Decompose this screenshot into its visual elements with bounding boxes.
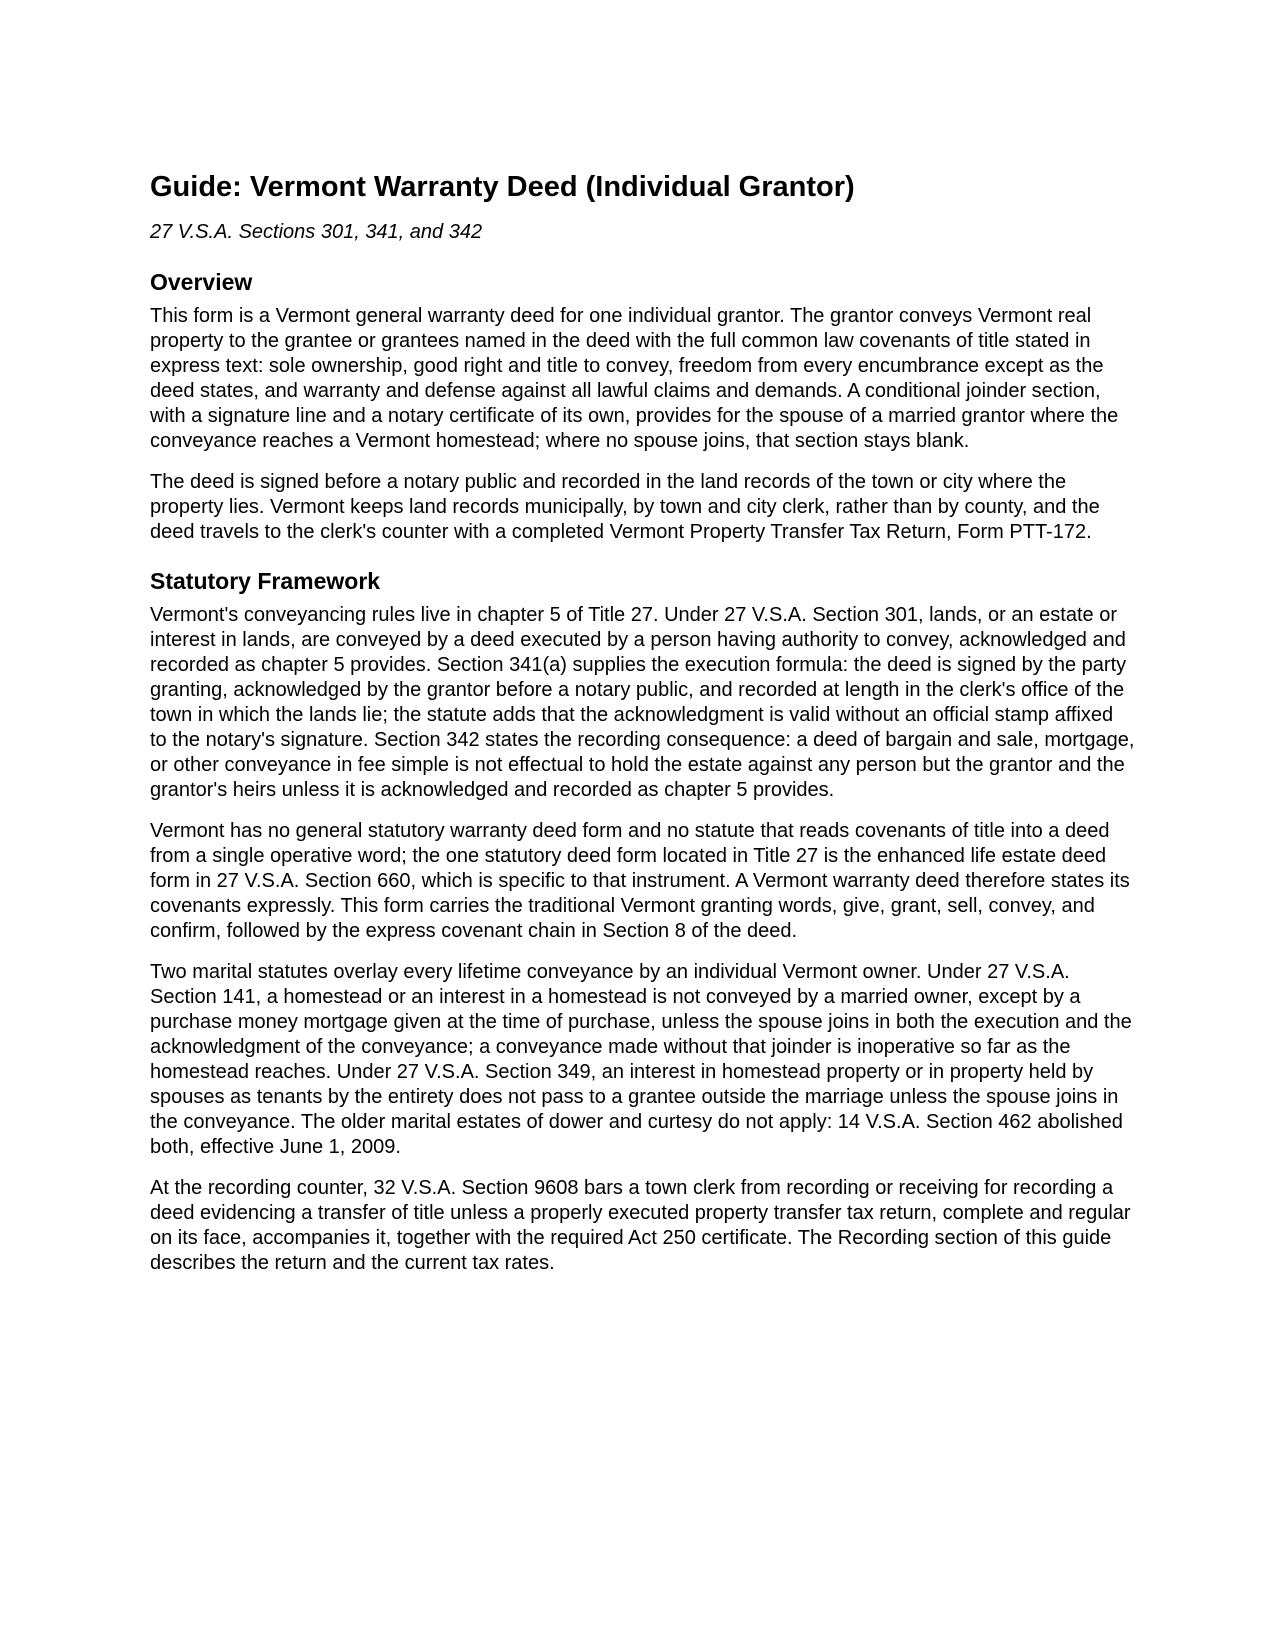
statute-citation: 27 V.S.A. Sections 301, 341, and 342 [150,221,483,243]
framework-paragraph-3: Two marital statutes overlay every lifetime conveyance by an individual Vermont owner. Under 27 V.S.A. Section 141, a homestead or an interest in a homestead is not conveyed by a married owner, except by a purchase money mortgage given at the time of purchase, unless the spouse joins in both the execution and the acknowledgment of the conveyance; a conveyance made without that joinder is inoperative so far as the homestead reaches. Under 27 V.S.A. Section 349, an interest in homestead property or in property held by spouses as tenants by the entirety does not pass to a grantee outside the marriage unless the spouse joins in the conveyance. The older marital estates of dower and curtesy do not apply: 14 V.S.A. Section 462 abolished both, effective June 1, 2009. [150,961,1132,1158]
section-heading-statutory-framework: Statutory Framework [150,568,381,594]
framework-paragraph-4: At the recording counter, 32 V.S.A. Section 9608 bars a town clerk from recording or receiving for recording a deed evidencing a transfer of title unless a properly executed property transfer tax return, complete and regular on its face, accompanies it, together with the required Act 250 certificate. The Recording section of this guide describes the return and the current tax rates. [150,1177,1131,1274]
framework-paragraph-1: Vermont's conveyancing rules live in chapter 5 of Title 27. Under 27 V.S.A. Section 301, lands, or an estate or interest in lands, are conveyed by a deed executed by a person having authority to convey, acknowledged and recorded as chapter 5 provides. Section 341(a) supplies the execution formula: the deed is signed by the party granting, acknowledged by the grantor before a notary public, and recorded at length in the clerk's office of the town in which the lands lie; the statute adds that the acknowledgment is valid without an official stamp affixed to the notary's signature. Section 342 states the recording consequence: a deed of bargain and sale, mortgage, or other conveyance in fee simple is not effectual to hold the estate against any person but the grantor and the grantor's heirs unless it is acknowledged and recorded as chapter 5 provides. [150,604,1135,801]
overview-paragraph-1: This form is a Vermont general warranty deed for one individual grantor. The grantor conveys Vermont real property to the grantee or grantees named in the deed with the full common law covenants of title stated in express text: sole ownership, good right and title to convey, freedom from every encumbrance except as the deed states, and warranty and defense against all lawful claims and demands. A conditional joinder section, with a signature line and a notary certificate of its own, provides for the spouse of a married grantor where the conveyance reaches a Vermont homestead; where no spouse joins, that section stays blank. [150,305,1119,452]
section-heading-overview: Overview [150,269,253,295]
framework-paragraph-2: Vermont has no general statutory warranty deed form and no statute that reads covenants of title into a deed from a single operative word; the one statutory deed form located in Title 27 is the enhanced life estate deed form in 27 V.S.A. Section 660, which is specific to that instrument. A Vermont warranty deed therefore states its covenants expressly. This form carries the traditional Vermont granting words, give, grant, sell, convey, and confirm, followed by the express covenant chain in Section 8 of the deed. [150,820,1130,942]
document-page [150,170,1135,1276]
page-title: Guide: Vermont Warranty Deed (Individual Grantor) [150,171,855,203]
overview-paragraph-2: The deed is signed before a notary public and recorded in the land records of the town or city where the property lies. Vermont keeps land records municipally, by town and city clerk, rather than by county, and the deed travels to the clerk's counter with a completed Vermont Property Transfer Tax Return, Form PTT-172. [150,471,1100,543]
